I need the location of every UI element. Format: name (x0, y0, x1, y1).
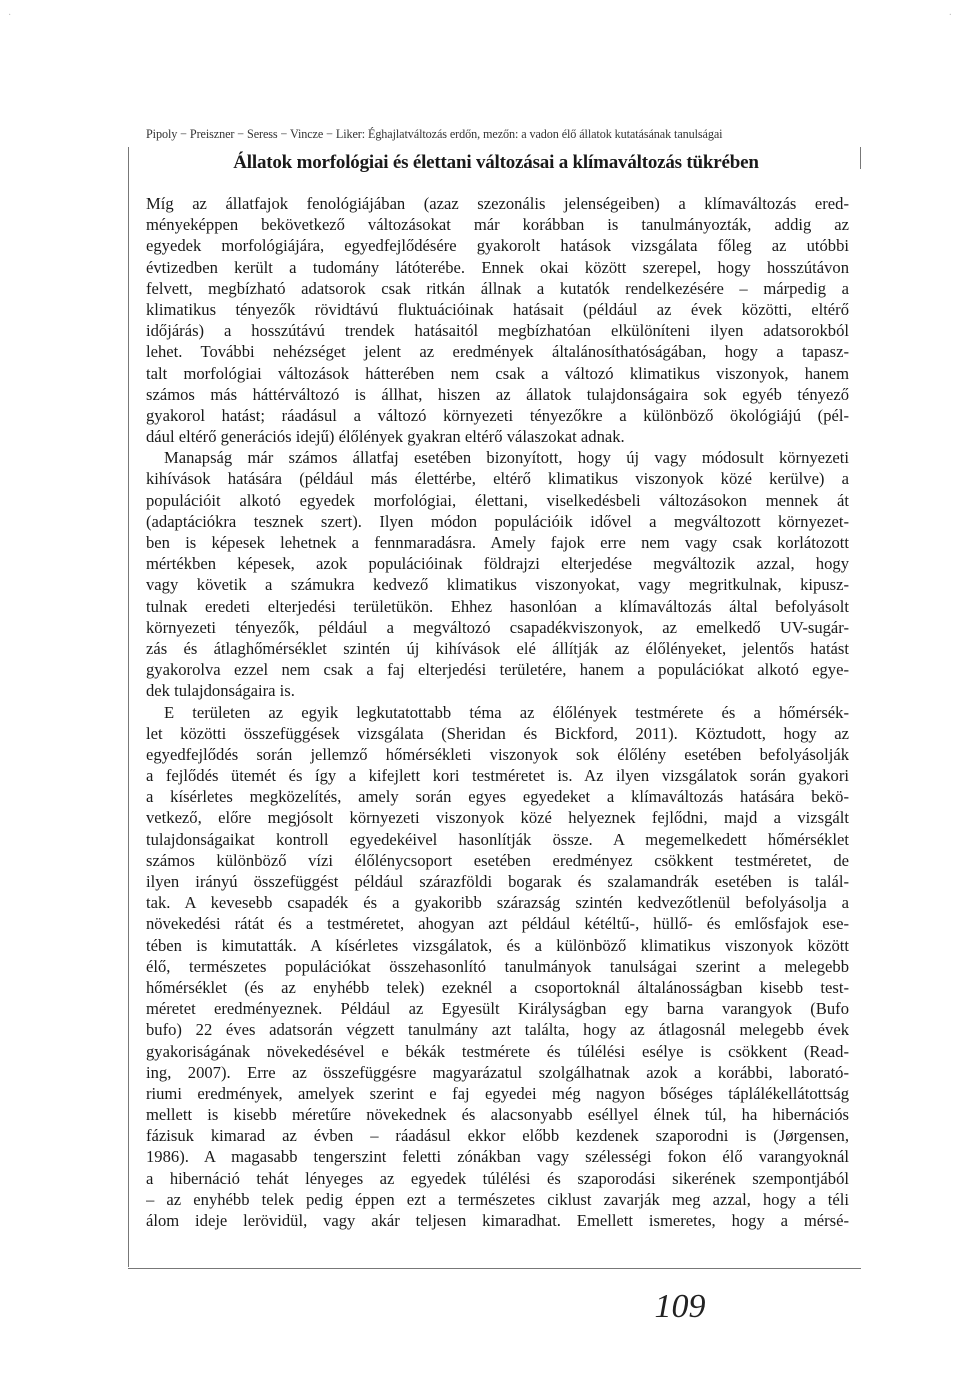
text-line: dek tulajdonságaira is. (146, 681, 295, 701)
text-line: méretet eredményeznek. Például az Egyesült Királyságban egy barna varangyok (Bufo (146, 999, 849, 1019)
section-title: Állatok morfológiai és élettani változásai a klímaváltozás tükrében (233, 152, 759, 173)
text-line: növekedési rátát és a testméretet, ahogyan azt például kétéltű-, hüllő- és emlősfajok ese- (146, 914, 849, 934)
left-margin-rule (128, 147, 129, 1267)
text-line: egyedek morfológiájára, egyedfejlődésére gyakorolt hatások vizsgálata főleg az utóbbi (146, 236, 849, 256)
text-line: számos más háttérváltozó is állhat, hiszen az állatok tulajdonságaira sok egyéb tényező (146, 384, 849, 404)
text-line: vagy követik a számukra kedvező klimatikus viszonyokat, vagy megritkulnak, kipusz- (146, 575, 849, 595)
text-line: élő, természetes populációkat összehasonlító tanulmányok tanulságai szerint a melegebb (146, 956, 849, 976)
text-line: gyakorolva ezzel nem csak a faj elterjedési területére, hanem a populációkat alkotó egye- (146, 660, 849, 680)
text-line: fázisuk kimarad az évben – ráadásul ekkor előbb kezdenek szaporodni is (Jørgensen, (146, 1126, 849, 1146)
text-line: tak. A kevesebb csapadék és a gyakoribb szárazság szintén kedvezőtlenül befolyásolja a (146, 893, 849, 913)
text-line: számos különböző vízi élőlénycsoport esetében eredményez csökkent testméretet, de (146, 850, 849, 870)
text-line: a kísérletes megközelítés, amely során egyes egyedeket a klímaváltozás hatására bekö- (146, 787, 849, 807)
body-text (146, 193, 849, 1231)
text-line: talt morfológiai változások hátterében nem csak a változó klimatikus viszonyok, hanem (146, 363, 849, 383)
text-line: mellett is kisebb méretűre növekednek és alacsonyabb eséllyel élnek túl, ha hibernációs (146, 1105, 849, 1125)
text-line: gyakoriságának növekedésével e békák testmérete és túlélési esélye is csökkent (Read- (146, 1041, 849, 1061)
text-line: álom ideje lerövidül, vagy akár teljesen kimaradhat. Emellett ismeretes, hogy a mérsé- (146, 1211, 849, 1230)
text-line: mértékben képesek, azok populációinak földrajzi elterjedése megváltozik azzal, hogy (146, 554, 849, 574)
text-line: a fejlődés ütemét és így a kifejlett kori testméretet is. Az ilyen vizsgálatok során gyakori (146, 766, 849, 786)
text-line: évtizedben került a tudomány látóterébe. Ennek okai között szerepel, hogy hosszútávon (146, 257, 849, 277)
text-line: időjárás) a hosszútávú trendek hatásaitól megbízhatóan elkülöníteni ilyen adatsorokból (146, 321, 849, 341)
page-number: 109 (654, 1288, 706, 1325)
text-line: lehet. További nehézséget jelent az eredmények általánosíthatóságában, hogy a tapasz- (146, 342, 849, 362)
text-line: – az enyhébb telek pedig éppen ezt a természetes ciklust zavarják meg azzal, hogy a téli (146, 1189, 849, 1209)
text-line: ményeképpen bekövetkező változásokat már korábban is tanulmányozták, addig az (146, 215, 849, 235)
corner-mark-right: · (948, 10, 952, 21)
text-line: tulajdonságaikat kontroll egyedekéivel hasonlítják össze. A megemelkedett hőmérséklet (146, 829, 849, 849)
text-line: ing, 2007). Erre az összefüggésre magyarázatul szolgálhatnak azok a korábbi, laborató- (146, 1062, 849, 1082)
text-line: Míg az állatfajok fenológiájában (azaz szezonális jelenségeiben) a klímaváltozás ered- (146, 194, 849, 213)
text-line: 1986). A magasabb tengerszint feletti zónákban vagy szélességi fokon élő varangyoknál (146, 1147, 849, 1167)
text-line: gyakorol hatást; ráadásul a változó környezeti tényezőkre a különböző ökológiájú (pél- (146, 405, 849, 425)
text-line: környezeti tényezők, például a megváltozó csapadékviszonyok, az emelkedő UV-sugár- (146, 617, 849, 637)
text-line: tulnak eredeti elterjedési területükön. Ehhez hasonlóan a klímaváltozás által befolyásolt (146, 596, 849, 616)
text-line: let közötti összefüggések vizsgálata (Sheridan és Bickford, 2011). Köztudott, hogy az (146, 723, 849, 743)
running-head: Pipoly − Preiszner − Seress − Vincze − Liker: Éghajlatváltozás erdőn, mezőn: a vadon élő állatok kutatásának tanulságai (146, 127, 723, 141)
text-line: hőmérséklet (és az enyhébb telek) ezeknél a csoportoknál általánosságban kisebb test- (146, 977, 849, 997)
text-line: riumi eredmények, amelyek szerint e faj egyedei még nagyon bőséges táplálékellátottság (146, 1083, 849, 1103)
text-line: bufo) 22 éves adatsorán végzett tanulmány azt találta, hogy az átlagosnál melegebb évek (146, 1020, 849, 1040)
text-line: Manapság már számos állatfaj esetében bizonyított, hogy új vagy módosult környezeti (164, 448, 849, 468)
text-line: a hibernáció tehát lényeges az egyedek túlélési és szaporodási sikerének szempontjából (146, 1168, 849, 1188)
corner-mark-left: · (8, 10, 12, 21)
right-header-rule (860, 147, 861, 169)
text-line: vetkező, előre megjósolt környezeti viszonyok közé helyeznek fejlődni, majd a vizsgált (146, 808, 849, 828)
text-line: populációit alkotó egyedek morfológiai, élettani, viselkedésbeli változásokon mennek át (146, 490, 849, 510)
text-line: ben is képesek lehetnek a fennmaradásra. Amely fajok erre nem vagy csak korlátozott (146, 533, 849, 552)
text-line: egyedfejlődés során jellemző hőmérsékleti viszonyok sok élőlény esetében befolyásolják (146, 744, 849, 764)
bottom-rule (128, 1268, 861, 1269)
text-line: (adaptációkra tesznek szert). Ilyen módon populációik idővel a megváltozott környezet- (146, 511, 849, 531)
text-line: ilyen irányú összefüggést például szárazföldi bogarak és szalamandrák esetében is talál- (146, 872, 849, 891)
text-line: felvett, megbízható adatsorok csak ritkán állnak a kutatók rendelkezésére – márpedig a (146, 278, 849, 298)
text-line: klimatikus tényezők rövidtávú fluktuációinak hatásait (például az évek közötti, eltérő (146, 299, 849, 319)
text-line: tében is kimutatták. A kísérletes vizsgálatok, és a különböző klimatikus viszonyok között (146, 935, 849, 955)
text-line: kihívások hatására (például más élettérbe, eltérő klimatikus viszonyok közé kerülve) a (146, 469, 849, 489)
text-line: E területen az egyik legkutatottabb téma az élőlények testmérete és a hőmérsék- (164, 702, 849, 722)
text-line: zás és átlaghőmérséklet szintén új kihívások elé állítják az élőlényeket, jelentős hatást (146, 638, 849, 658)
text-line: dául eltérő generációs idejű) élőlények gyakran eltérő válaszokat adnak. (146, 427, 625, 447)
